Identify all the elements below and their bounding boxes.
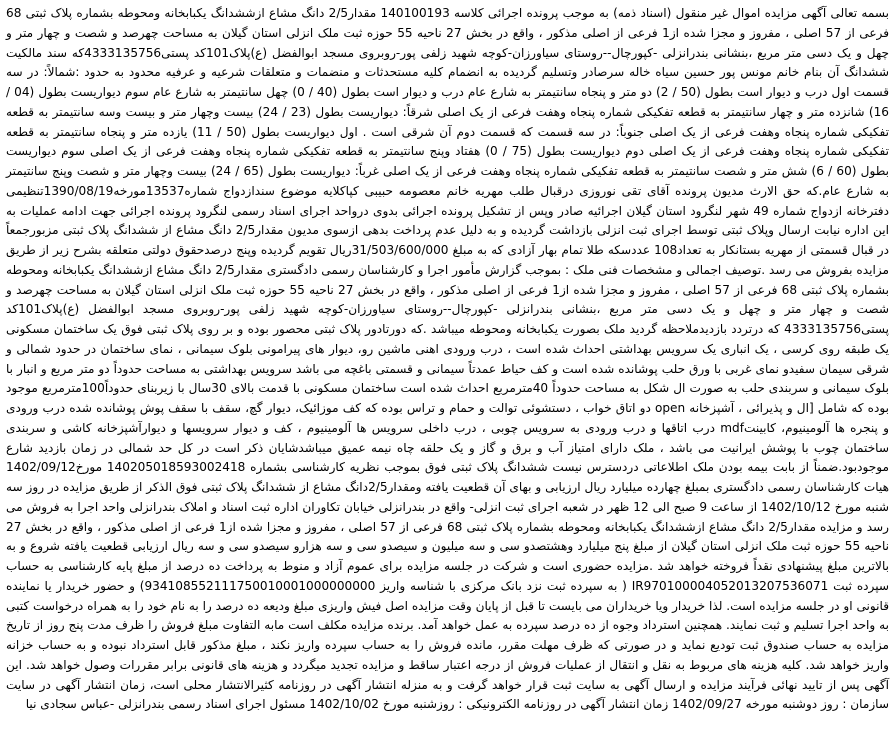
notice-body-text: بسمه تعالی آگهی مزایده اموال غیر منقول (اسناد ذمه) به موجب پرونده اجرائی کلاسه 140100193 مقدار2/5 دانگ مشاع ازششدانگ یکبابخانه ومحوطه بشماره پلاک ثبتی 68 فرعی از 57 اصلی ، مفروز و مجزا شده از1 فرعی از اصلی مذکور ، واقع در بخش 27 ناحیه 55 حوزه ثبت ملک انزلی استان گیلان به مساحت چهرصد و شصت و چهار متر و چهل و یک دسی متر مربع ،بنشانی بندرانزلی -کپورچال--روستای سیاورزان-کوچه شهید زلفی پور-روبروی مسجد ابوالفضل (ع)پلاک101کد پستی4333135756که سند مالکیت ششدانگ آن بنام خانم مونس پور حسین سیاه خاله سرصادر وتسلیم گردیده به انضمام کلیه مستحدثات و منضمات و متعلقات شرعیه و عرفیه محدود به حدود :شمالاً: در سه قسمت اول درب و دیوار است بطول (50 / 2) دو متر و پنجاه سانتیمتر به شارع عام درب و دیوار است بطول (40 / 0) چهل سانتیمتر به شارع عام سوم دیواریست بطول (04 / 16) شانزده متر و چهار سانتیمتر به قطعه تفکیکی شماره پنجاه وهفت فرعی از یک اصلی شرقاً: دیواریست بطول (23 / 24) بیست وچهار متر و بیست وسه سانتیمتر به قطعه تفکیکی شماره پنجاه وهفت فرعی از یک اصلی جنوباً: در سه قسمت که قسمت دوم آن شرقی است . اول دیواریست بطول (50 / 11) یازده متر و پنجاه سانتیمتر به قطعه تفکیکی شماره پنجاه وهفت فرعی از یک اصلی دوم دیواریست بطول (75 / 0) هفتاد وپنج سانتیمتر به قطعه تفکیکی شماره پنجاه وهفت فرعی از یک اصلی سوم دیواریست بطول (60 / 6) شش متر و شصت سانتیمتر به قطعه تفکیکی شماره پنجاه وهفت فرعی از یک اصلی غرباً: دیواریست بطول (65 / 24) بیست وچهار متر و شصت وپنج سانتیمتر به شارع عام.که حق الارث مدیون پرونده آقای تقی نوروزی درقبال طلب مهریه خانم معصومه حبیبی کپاکلایه موضوع سندازدواج شماره13537مورخه1390/08/19تنظیمی دفترخانه ازدواج شماره 49 شهر لنگرود استان گیلان اجرائیه صادر وپس از تشکیل پرونده اجرائی بدوی درواحد اجرای اسناد رسمی لنگرود پرونده اجرائی جهت ادامه عملیات به این اداره نیابت ارسال وپلاک ثبتی توسط اجرای ثبت انزلی بازداشت گردیده و به دلیل عدم پرداخت بدهی ازسوی مدیون مقدار2/5 دانگ مشاع از ششدانگ پلاک ثبتی مزبورجمعاً در قبال قسمتی از مهریه بستانکار به تعداد108 عددسکه طلا تمام بهار آزادی که به مبلغ 31/503/600/000ریال تقویم گردیده وپنج درصدحقوق دولتی متعلقه بشرح زیر از طریق مزایده بفروش می رسد .توصیف اجمالی و مشخصات فنی ملک : بموجب گزارش مأمور اجرا و کارشناسان رسمی دادگستری مقدار2/5 دانگ مشاع ازششدانگ یکبابخانه ومحوطه بشماره پلاک ثبتی 68 فرعی از 57 اصلی ، مفروز و مجزا شده از1 فرعی از اصلی مذکور ، واقع در بخش 27 ناحیه 55 حوزه ثبت ملک انزلی استان گیلان به مساحت چهرصد و شصت و چهار متر و چهل و یک دسی متر مربع ،بنشانی بندرانزلی -کپورچال--روستای سیاورزان-کوچه شهید زلفی پور-روبروی مسجد ابوالفضل (ع)پلاک101کد پستی4333135756 که درتردد بازدیدملاحظه گردید ملک بصورت یکبابخانه ومحوطه میباشد .که دورتادور پلاک ثبتی محصور بوده و بر روی پلاک ثبتی فوق یک ساختمان مسکونی یک طبقه روی کرسی ، یک انباری یک سرویس بهداشتی احداث شده است ، درب ورودی اهنی ماشین رو، دیوار های پیرامونی بلوک سیمانی ، نمای ساختمان در حدود شمالی و شرقی سیمان سفیدو نمای غربی با ورق حلب پوشانده شده است و کف حیاط عمدتاً سیمانی و قسمتی باغچه می باشد سرویس بهداشتی به مساحت حدوداً دو متر مربع و انبار با بلوک سیمانی و سربندی حلب به صورت ال شکل به مساحت حدوداً 40مترمربع احداث شده است ساختمان مسکونی با قدمت بالای 30سال با زیربنای حدوداً100مترمربع موجود بوده که شامل [ال و پذیرائی ، آشپزخانه open دو اتاق خواب ، دستشوئی توالت و حمام و تراس بوده که کف موزائیک، دیوار گچ، سقف با سقف پوش پوشانده شده درب ورودی و پنجره ها آلومینیوم، کابینتmdf درب اتاقها و درب ورودی به سرویس چوبی ، درب داخلی سرویس ها آلومینیوم ، کف و دیوار سرویسها و دیوارآشپزخانه کاشی و سربندی ساختمان چوب با پوشش ایرانیت می باشد ، ملک دارای امتیاز آب و برق و گاز و یک حلقه چاه نیمه عمیق میباشدشایان ذکر است در کل حد شمالی در زمان بازدید شارع موجودبود.ضمناً از بابت بیمه بودن ملک اطلاعاتی دردسترس نیست ششدانگ پلاک ثبتی فوق بموجب نظریه کارشناسی بشماره 140205018593002418 مورخ1402/09/12 هیات کارشناسان رسمی دادگستری بمبلغ چهارده میلیارد ریال ارزیابی و بهای آن قطعیت یافته ومقدار2/5دانگ مشاع از ششدانگ پلاک ثبتی فوق الذکر از طریق مزایده در روز سه شنبه مورخ 1402/10/12 از ساعت 9 صبح الی 12 ظهر در شعبه اجرای ثبت انزلی- واقع در بندرانزلی خیابان تکاوران اداره ثبت اسناد و املاک بندرانزلی واحد اجرا به فروش می رسد و مزایده مقدار2/5 دانگ مشاع ازششدانگ یکبابخانه ومحوطه بشماره پلاک ثبتی 68 فرعی از 57 اصلی ، مفروز و مجزا شده از1 فرعی از اصلی مذکور ، واقع در بخش 27 ناحیه 55 حوزه ثبت ملک انزلی استان گیلان از مبلغ پنج میلیارد وهشتصدو سی و سه میلیون و سیصدو سی و سه هزارو سیصدو سی و سه ریال ارزیابی قطعیت یافته شروع و به بالاترین مبلغ پیشنهادی نقداً فروخته خواهد شد .مزایده حضوری است و شرکت در جلسه مزایده برای عموم آزاد و منوط به پرداخت ده درصد از مبلغ پایه کارشناسی به حساب سپرده ثبت IR970100004052013207536071 ( به سپرده ثبت نزد بانک مرکزی با شناسه واریز 934108552111750010001000000000) و حضور خریدار یا نماینده قانونی او در جلسه مزایده است. لذا خریدار ویا خریداران می بایست تا قبل از پایان وقت مزایده اصل فیش واریزی مبلغ ودیعه ده درصد را به نام خود را به همراه درخواست کتبی به واحد اجرا تسلیم و ثبت نمایند. همچنین استرداد وجوه از ده درصد سپرده به عمل خواهد آمد. برنده مزایده مکلف است مابه التفاوت مبلغ فروش را ظرف مدت پنج روز از تاریخ مزایده به حساب صندوق ثبت تودیع نماید و در صورتی که ظرف مهلت مقرر، مانده فروش را به حساب سپرده واریز نکند ، مبلغ مذکور قابل استرداد نبوده و به حساب خزانه واریز خواهد شد. کلیه هزینه های مربوط به نقل و انتقال از عملیات فروش از درجه اعتبار ساقط و مزایده تجدید میگردد و هزینه های قانونی برابر مقررات وصول خواهد شد. این آگهی پس از تایید نهائی فرآیند مزایده و ارسال آگهی به سایت ثبت قرار خواهد گرفت و به منزله انتشار آگهی در روزنامه کثیرالانتشار محلی است، زمان انتشار آگهی در سایت سازمان : روز دوشنبه مورخه 1402/09/27 زمان انتشار آگهی در روزنامه الکترونیکی : روزشنبه مورخ 1402/10/02 مسئول اجرای اسناد رسمی بندرانزلی -عباس سجادی نیا bbox=[6, 6, 890, 712]
